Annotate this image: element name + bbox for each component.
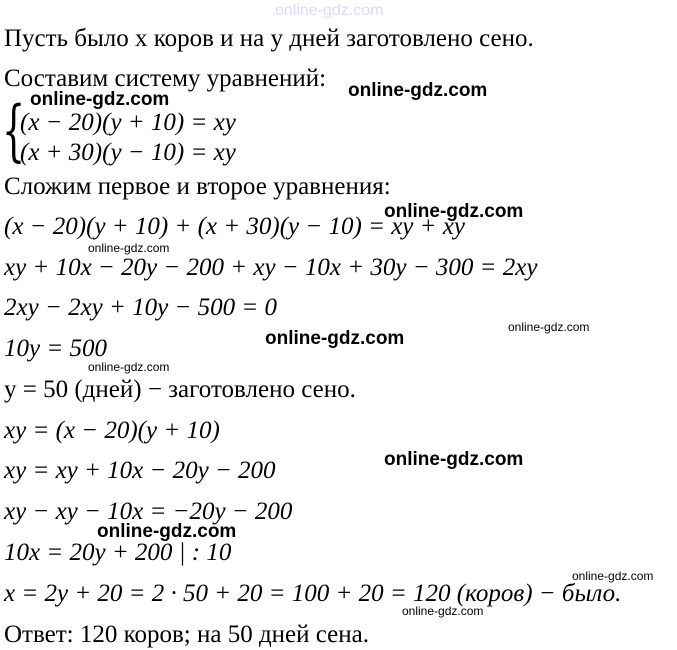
watermark: online-gdz.com: [88, 241, 170, 255]
curly-brace-icon: {: [2, 92, 26, 169]
system-equation-1: (x − 20)(y + 10) = xy: [20, 109, 236, 136]
watermark: online-gdz.com: [572, 569, 654, 583]
system-equation-2: (x + 30)(y − 10) = xy: [20, 139, 236, 166]
line-sum-equation: (x − 20)(y + 10) + (x + 30)(y − 10) = xy + xy: [4, 213, 465, 240]
line-add-heading: Сложим первое и второе уравнения:: [4, 173, 391, 200]
watermark-top: online-gdz.com: [275, 2, 384, 19]
watermark: online-gdz.com: [384, 449, 524, 470]
line-system-heading: Составим систему уравнений:: [4, 65, 327, 92]
watermark: online-gdz.com: [508, 320, 590, 334]
line-10x: 10x = 20y + 200 | : 10: [4, 539, 232, 566]
line-y-result: y = 50 (дней) − заготовлено сено.: [4, 376, 356, 403]
line-xy-cancel: xy − xy − 10x = −20y − 200: [4, 498, 293, 525]
watermark: online-gdz.com: [348, 80, 488, 101]
watermark: online-gdz.com: [97, 521, 237, 542]
watermark: online-gdz.com: [384, 201, 524, 222]
line-x-result: x = 2y + 20 = 2 · 50 + 20 = 100 + 20 = 120 (коров) − было.: [4, 580, 622, 607]
line-simplified-equation: 2xy − 2xy + 10y − 500 = 0: [4, 294, 277, 321]
watermark: online-gdz.com: [402, 604, 484, 618]
watermark: online-gdz.com: [30, 89, 170, 110]
watermark: online-gdz.com: [88, 360, 170, 374]
line-xy-equation: xy = (x − 20)(y + 10): [4, 417, 220, 444]
line-answer: Ответ: 120 коров; на 50 дней сена.: [4, 621, 370, 648]
line-expanded-equation: xy + 10x − 20y − 200 + xy − 10x + 30y − 300 = 2xy: [4, 254, 538, 281]
line-xy-expanded: xy = xy + 10x − 20y − 200: [4, 457, 276, 484]
watermark: online-gdz.com: [265, 328, 405, 349]
line-10y: 10y = 500: [4, 335, 107, 362]
line-intro: Пусть было x коров и на y дней заготовлено сено.: [4, 25, 534, 52]
